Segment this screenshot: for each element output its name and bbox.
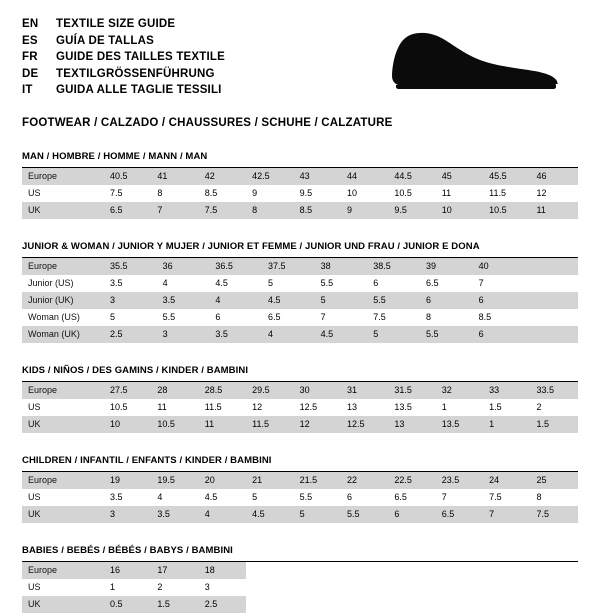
cell: 21	[246, 472, 293, 489]
cell: 0.5	[104, 596, 151, 613]
cell: 8	[425, 312, 431, 322]
cell: 10.5	[483, 202, 530, 219]
cell: 4.5	[315, 326, 368, 343]
cell: 3.5	[209, 326, 262, 343]
table-row	[22, 506, 578, 523]
cell: 12	[252, 402, 263, 412]
table-row	[22, 472, 578, 489]
cell: 5.5	[299, 492, 313, 502]
table-row	[22, 382, 578, 399]
size-block-children	[22, 455, 578, 523]
cell: 1	[441, 402, 447, 412]
table-row	[22, 326, 578, 343]
cell: 2.5	[104, 326, 157, 343]
language-code: IT	[22, 84, 33, 96]
cell: 5.5	[341, 506, 388, 523]
cell: 25	[531, 472, 578, 489]
cell: 33	[483, 382, 530, 399]
cell: 1	[483, 416, 530, 433]
row-label: US	[28, 492, 41, 502]
cell-empty	[246, 579, 578, 596]
cell: 4.5	[204, 492, 218, 502]
cell: 4	[209, 292, 262, 309]
cell: 6.5	[104, 202, 151, 219]
row-label: Woman (UK)	[22, 326, 104, 343]
cell: 32	[436, 382, 483, 399]
block-title: CHILDREN / INFANTIL / ENFANTS / KINDER / BAMBINI	[22, 455, 578, 472]
cell: 6	[473, 326, 526, 343]
cell: 6	[373, 278, 379, 288]
cell: 27.5	[104, 382, 151, 399]
table-row	[22, 399, 578, 416]
row-label: Junior (UK)	[22, 292, 104, 309]
size-table	[22, 382, 578, 433]
cell: 28	[151, 382, 198, 399]
cell: 3.5	[151, 506, 198, 523]
table-row	[22, 416, 578, 433]
cell: 9	[341, 202, 388, 219]
row-label: US	[28, 582, 41, 592]
footwear-section-title: FOOTWEAR / CALZADO / CHAUSSURES / SCHUHE / CALZATURE	[22, 116, 393, 129]
cell: 11	[199, 416, 246, 433]
cell: 10.5	[110, 402, 128, 412]
cell: 37.5	[262, 258, 315, 275]
language-code: DE	[22, 67, 39, 80]
cell: 19.5	[151, 472, 198, 489]
cell: 3	[104, 292, 157, 309]
cell: 3	[104, 506, 151, 523]
cell: 36	[157, 258, 210, 275]
table-row	[22, 309, 578, 326]
cell: 8	[536, 492, 542, 502]
language-row	[22, 16, 225, 33]
cell: 17	[151, 562, 198, 579]
cell: 30	[294, 382, 341, 399]
cell: 10.5	[151, 416, 198, 433]
cell: 8.5	[294, 202, 341, 219]
cell: 8.5	[204, 188, 218, 198]
cell: 12	[536, 188, 547, 198]
cell: 8	[157, 188, 163, 198]
row-label: Europe	[22, 168, 104, 185]
cell: 43	[294, 168, 341, 185]
language-title: TEXTILE SIZE GUIDE	[56, 18, 176, 30]
cell: 6.5	[436, 506, 483, 523]
cell: 7	[478, 278, 484, 288]
language-row	[22, 82, 225, 99]
cell: 3	[157, 326, 210, 343]
cell: 2	[536, 402, 542, 412]
cell: 10	[104, 416, 151, 433]
cell: 5	[294, 506, 341, 523]
cell: 5	[367, 326, 420, 343]
cell: 4.5	[215, 278, 228, 288]
table-row	[22, 292, 578, 309]
cell: 6.5	[394, 492, 407, 502]
cell: 11.5	[489, 188, 506, 198]
cell: 3.5	[110, 278, 123, 288]
cell: 10	[436, 202, 483, 219]
size-table	[22, 472, 578, 523]
cell: 3	[204, 582, 210, 592]
cell: 5	[252, 492, 258, 502]
cell: 23.5	[436, 472, 483, 489]
size-table	[22, 168, 578, 219]
row-label: Europe	[22, 382, 104, 399]
cell: 40.5	[104, 168, 151, 185]
row-label: US	[28, 188, 41, 198]
language-title-list	[22, 16, 225, 99]
table-row	[22, 596, 578, 613]
cell: 39	[420, 258, 473, 275]
document-header	[22, 16, 578, 99]
cell: 3.5	[157, 292, 210, 309]
cell: 6	[215, 312, 221, 322]
cell: 24	[483, 472, 530, 489]
cell: 4.5	[262, 292, 315, 309]
language-code: FR	[22, 51, 38, 63]
cell: 11.5	[204, 402, 222, 412]
cell: 6	[388, 506, 435, 523]
language-row	[22, 66, 225, 83]
cell: 22	[341, 472, 388, 489]
cell-empty	[246, 562, 578, 579]
cell: 2.5	[199, 596, 246, 613]
cell: 1.5	[531, 416, 578, 433]
cell: 28.5	[199, 382, 246, 399]
cell: 10.5	[394, 188, 412, 198]
language-code: ES	[22, 34, 38, 47]
cell: 9	[252, 188, 258, 198]
block-title: BABIES / BEBÉS / BÉBÉS / BABYS / BAMBINI	[22, 545, 578, 562]
cell: 31.5	[388, 382, 435, 399]
cell: 2	[157, 582, 163, 592]
language-code: EN	[22, 18, 39, 30]
size-block-junior-woman	[22, 241, 578, 343]
size-block-man	[22, 151, 578, 219]
row-label: Europe	[22, 258, 104, 275]
cell: 7	[441, 492, 447, 502]
cell: 11	[157, 402, 167, 412]
row-label: Europe	[22, 472, 104, 489]
cell: 7.5	[373, 312, 386, 322]
cell: 8	[246, 202, 293, 219]
row-label: Woman (US)	[28, 312, 80, 322]
cell: 16	[104, 562, 151, 579]
cell-empty	[525, 275, 578, 292]
cell: 38	[315, 258, 368, 275]
cell: 5	[315, 292, 368, 309]
cell: 38.5	[367, 258, 420, 275]
cell: 11	[441, 188, 452, 198]
cell-empty	[525, 258, 578, 275]
table-row	[22, 202, 578, 219]
block-title: JUNIOR & WOMAN / JUNIOR Y MUJER / JUNIOR ET FEMME / JUNIOR UND FRAU / JUNIOR E DONA	[22, 241, 578, 258]
cell: 12.5	[341, 416, 388, 433]
size-table	[22, 258, 578, 343]
language-title: TEXTILGRÖSSENFÜHRUNG	[56, 67, 215, 80]
cell: 13	[346, 402, 357, 412]
block-title: MAN / HOMBRE / HOMME / MANN / MAN	[22, 151, 578, 168]
cell: 13	[388, 416, 435, 433]
cell-empty	[525, 326, 578, 343]
language-row	[22, 49, 225, 66]
cell: 4	[157, 492, 163, 502]
cell: 12	[294, 416, 341, 433]
size-table	[22, 562, 578, 613]
cell: 8.5	[478, 312, 492, 322]
row-label: UK	[22, 202, 104, 219]
cell-empty	[246, 596, 578, 613]
cell: 13.5	[436, 416, 483, 433]
cell: 7	[483, 506, 530, 523]
cell: 1.5	[489, 402, 502, 412]
cell: 6.5	[267, 312, 281, 322]
size-block-babies	[22, 545, 578, 613]
table-row	[22, 562, 578, 579]
cell: 3.5	[110, 492, 123, 502]
cell: 11.5	[246, 416, 293, 433]
block-title: KIDS / NIÑOS / DES GAMINS / KINDER / BAMBINI	[22, 365, 578, 382]
language-row	[22, 33, 225, 50]
cell: 5.5	[420, 326, 473, 343]
cell: 6	[473, 292, 526, 309]
cell: 6.5	[425, 278, 439, 288]
cell: 40	[473, 258, 526, 275]
cell: 11	[531, 202, 578, 219]
cell: 7.5	[110, 188, 123, 198]
cell: 12.5	[299, 402, 318, 412]
cell: 4	[262, 326, 315, 343]
table-row	[22, 168, 578, 185]
cell: 4	[162, 278, 168, 288]
cell: 42	[199, 168, 246, 185]
cell: 7	[151, 202, 198, 219]
language-title: GUIDA ALLE TAGLIE TESSILI	[56, 84, 222, 96]
cell: 33.5	[531, 382, 578, 399]
cell: 22.5	[388, 472, 435, 489]
cell: 41	[151, 168, 198, 185]
size-block-kids	[22, 365, 578, 433]
cell: 13.5	[394, 402, 412, 412]
row-label: Europe	[22, 562, 104, 579]
cell: 31	[341, 382, 388, 399]
cell: 36.5	[209, 258, 262, 275]
cell: 1.5	[151, 596, 198, 613]
cell: 1	[110, 582, 116, 592]
cell: 44	[341, 168, 388, 185]
cell: 19	[104, 472, 151, 489]
row-label: UK	[22, 506, 104, 523]
cell-empty	[525, 309, 578, 326]
cell: 7.5	[489, 492, 502, 502]
row-label: Junior (US)	[28, 278, 74, 288]
table-row	[22, 275, 578, 292]
dress-shoe-icon	[384, 28, 560, 95]
cell: 42.5	[246, 168, 293, 185]
table-row	[22, 579, 578, 596]
cell: 45.5	[483, 168, 530, 185]
cell: 46	[531, 168, 578, 185]
cell: 6	[346, 492, 352, 502]
cell: 9.5	[299, 188, 313, 198]
table-row	[22, 185, 578, 202]
cell: 5.5	[367, 292, 420, 309]
row-label: UK	[22, 416, 104, 433]
cell: 4.5	[246, 506, 293, 523]
language-title: GUIDE DES TAILLES TEXTILE	[56, 51, 225, 63]
cell: 5.5	[162, 312, 176, 322]
table-row	[22, 258, 578, 275]
cell: 20	[199, 472, 246, 489]
cell: 7.5	[199, 202, 246, 219]
row-label: UK	[22, 596, 104, 613]
cell: 5.5	[320, 278, 334, 288]
cell: 21.5	[294, 472, 341, 489]
cell: 9.5	[388, 202, 435, 219]
row-label: US	[28, 402, 41, 412]
cell: 5	[267, 278, 273, 288]
cell: 10	[346, 188, 357, 198]
cell: 5	[110, 312, 116, 322]
table-row	[22, 489, 578, 506]
cell: 4	[199, 506, 246, 523]
cell: 7.5	[531, 506, 578, 523]
cell: 7	[320, 312, 326, 322]
cell: 45	[436, 168, 483, 185]
language-title: GUÍA DE TALLAS	[56, 34, 154, 47]
cell: 44.5	[388, 168, 435, 185]
cell: 6	[420, 292, 473, 309]
cell: 35.5	[104, 258, 157, 275]
cell-empty	[525, 292, 578, 309]
cell: 29.5	[246, 382, 293, 399]
cell: 18	[199, 562, 246, 579]
